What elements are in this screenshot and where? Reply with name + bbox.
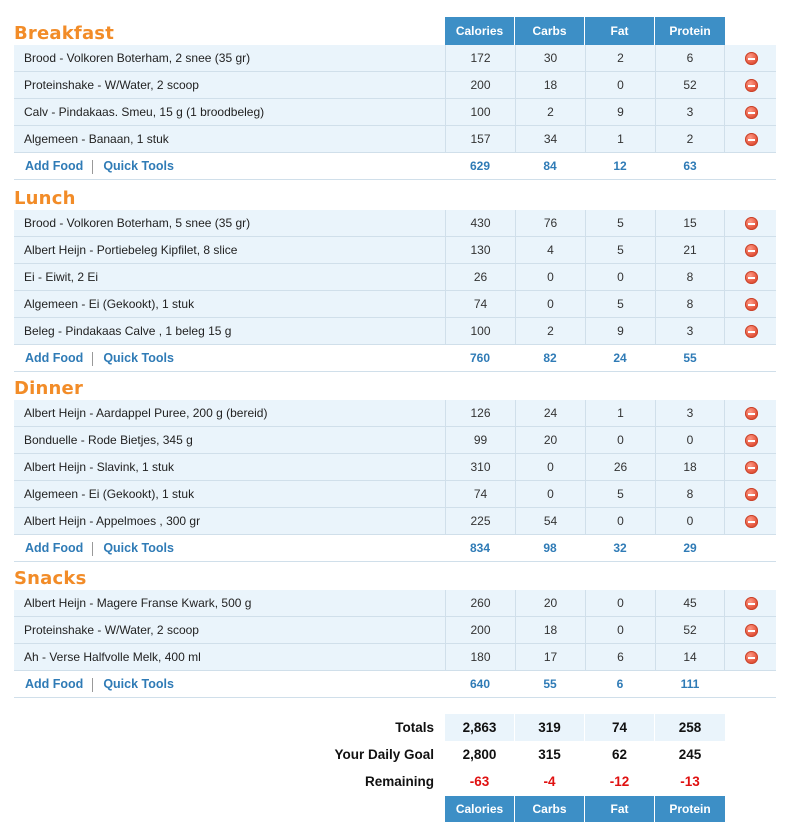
meal-total-fat: 12 (613, 159, 627, 173)
food-carbs-value: 0 (515, 291, 585, 317)
food-carbs-value: 54 (515, 508, 585, 534)
food-name[interactable]: Ei - Eiwit, 2 Ei (24, 270, 99, 284)
meal-totals-row (14, 345, 776, 372)
food-calories-value: 200 (445, 72, 515, 98)
remove-circle-icon[interactable] (745, 217, 758, 230)
food-entry-row[interactable] (14, 99, 776, 126)
summary-totals-fat: 74 (585, 714, 654, 741)
food-protein-value: 2 (655, 126, 725, 152)
food-name[interactable]: Albert Heijn - Slavink, 1 stuk (24, 460, 175, 474)
column-header-carbs: Carbs (515, 17, 584, 45)
food-fat-value: 0 (585, 427, 655, 453)
food-calories-value: 310 (445, 454, 515, 480)
food-carbs-value: 0 (515, 264, 585, 290)
food-protein-value: 8 (655, 481, 725, 507)
food-name[interactable]: Ah - Verse Halfvolle Melk, 400 ml (24, 650, 201, 664)
add-food-link[interactable]: Add Food (25, 351, 84, 365)
food-fat-value: 5 (585, 210, 655, 236)
food-entry-row[interactable] (14, 427, 776, 454)
food-carbs-value: 20 (515, 590, 585, 616)
add-food-link[interactable]: Add Food (25, 159, 84, 173)
food-fat-value: 26 (585, 454, 655, 480)
meal-actions (25, 671, 174, 698)
food-protein-value: 52 (655, 72, 725, 98)
food-fat-value: 6 (585, 644, 655, 670)
remove-circle-icon[interactable] (745, 133, 758, 146)
food-entry-row[interactable] (14, 237, 776, 264)
column-header-calories: Calories (445, 17, 514, 45)
remove-circle-icon[interactable] (745, 515, 758, 528)
remove-circle-icon[interactable] (745, 244, 758, 257)
food-fat-value: 9 (585, 99, 655, 125)
summary-label-totals: Totals (395, 720, 434, 735)
food-entry-row[interactable] (14, 318, 776, 345)
food-carbs-value: 76 (515, 210, 585, 236)
food-carbs-value: 30 (515, 45, 585, 71)
meal-header (14, 182, 776, 210)
meal-total-protein: 63 (683, 159, 697, 173)
column-header-protein: Protein (655, 17, 725, 45)
summary-remaining-protein: -13 (655, 768, 725, 795)
meal-header (14, 562, 776, 590)
food-protein-value: 3 (655, 318, 725, 344)
food-protein-value: 8 (655, 291, 725, 317)
footer-column-header-fat: Fat (585, 796, 654, 822)
food-protein-value: 0 (655, 427, 725, 453)
meal-total-fat: 6 (616, 677, 624, 691)
meal-title: Dinner (14, 378, 84, 399)
meal-actions (25, 345, 174, 372)
quick-tools-link[interactable]: Quick Tools (103, 351, 174, 365)
food-protein-value: 0 (655, 508, 725, 534)
remove-circle-icon[interactable] (745, 298, 758, 311)
remove-circle-icon[interactable] (745, 461, 758, 474)
meal-total-carbs: 84 (543, 159, 557, 173)
food-entry-row[interactable] (14, 210, 776, 237)
food-calories-value: 26 (445, 264, 515, 290)
food-name[interactable]: Albert Heijn - Magere Franse Kwark, 500 g (24, 596, 252, 610)
remove-circle-icon[interactable] (745, 407, 758, 420)
link-divider (92, 352, 93, 366)
summary-goal-carbs: 315 (515, 741, 584, 768)
food-entry-row[interactable] (14, 617, 776, 644)
summary-row-goal (14, 741, 776, 768)
food-protein-value: 45 (655, 590, 725, 616)
quick-tools-link[interactable]: Quick Tools (103, 677, 174, 691)
summary-totals-protein: 258 (655, 714, 725, 741)
meal-totals-row (14, 671, 776, 698)
food-calories-value: 172 (445, 45, 515, 71)
meal-total-protein: 55 (683, 351, 697, 365)
meal-total-fat: 24 (613, 351, 627, 365)
food-protein-value: 3 (655, 99, 725, 125)
remove-circle-icon[interactable] (745, 52, 758, 65)
food-entry-row[interactable] (14, 508, 776, 535)
food-name[interactable]: Albert Heijn - Aardappel Puree, 200 g (bereid) (24, 406, 268, 420)
food-name[interactable]: Proteinshake - W/Water, 2 scoop (24, 78, 199, 92)
footer-column-header-protein: Protein (655, 796, 725, 822)
remove-circle-icon[interactable] (745, 597, 758, 610)
food-carbs-value: 2 (515, 318, 585, 344)
food-carbs-value: 20 (515, 427, 585, 453)
summary-remaining-fat: -12 (585, 768, 654, 795)
meal-total-protein: 29 (683, 541, 697, 555)
food-calories-value: 74 (445, 291, 515, 317)
food-fat-value: 1 (585, 400, 655, 426)
food-name[interactable]: Bonduelle - Rode Bietjes, 345 g (24, 433, 193, 447)
meal-title: Snacks (14, 568, 87, 589)
meal-total-protein: 111 (680, 677, 700, 691)
meal-total-carbs: 82 (543, 351, 557, 365)
footer-column-header-carbs: Carbs (515, 796, 584, 822)
food-carbs-value: 18 (515, 617, 585, 643)
footer-column-headers (14, 796, 776, 822)
link-divider (92, 678, 93, 692)
food-carbs-value: 0 (515, 481, 585, 507)
food-calories-value: 100 (445, 318, 515, 344)
food-entry-row[interactable] (14, 590, 776, 617)
summary-remaining-calories: -63 (445, 768, 514, 795)
meal-total-calories: 629 (469, 159, 491, 173)
food-name[interactable]: Proteinshake - W/Water, 2 scoop (24, 623, 199, 637)
food-calories-value: 99 (445, 427, 515, 453)
food-name[interactable]: Brood - Volkoren Boterham, 2 snee (35 gr) (24, 51, 251, 65)
food-name[interactable]: Algemeen - Ei (Gekookt), 1 stuk (24, 297, 195, 311)
food-calories-value: 157 (445, 126, 515, 152)
meal-total-calories: 834 (469, 541, 491, 555)
meal-header (14, 372, 776, 400)
food-fat-value: 9 (585, 318, 655, 344)
food-name[interactable]: Albert Heijn - Portiebeleg Kipfilet, 8 slice (24, 243, 238, 257)
remove-circle-icon[interactable] (745, 434, 758, 447)
food-carbs-value: 18 (515, 72, 585, 98)
quick-tools-link[interactable]: Quick Tools (103, 541, 174, 555)
food-name[interactable]: Beleg - Pindakaas Calve , 1 beleg 15 g (24, 324, 232, 338)
food-calories-value: 126 (445, 400, 515, 426)
food-calories-value: 200 (445, 617, 515, 643)
remove-circle-icon[interactable] (745, 325, 758, 338)
link-divider (92, 160, 93, 174)
summary-label-remaining: Remaining (364, 774, 434, 789)
meal-actions (25, 535, 174, 562)
summary-row-totals (14, 714, 776, 741)
food-entry-row[interactable] (14, 454, 776, 481)
food-protein-value: 18 (655, 454, 725, 480)
food-fat-value: 0 (585, 617, 655, 643)
food-protein-value: 3 (655, 400, 725, 426)
food-name[interactable]: Brood - Volkoren Boterham, 5 snee (35 gr) (24, 216, 251, 230)
food-protein-value: 21 (655, 237, 725, 263)
food-carbs-value: 17 (515, 644, 585, 670)
food-fat-value: 5 (585, 481, 655, 507)
food-calories-value: 180 (445, 644, 515, 670)
food-calories-value: 130 (445, 237, 515, 263)
meal-totals-row (14, 535, 776, 562)
food-entry-row[interactable] (14, 45, 776, 72)
food-entry-row[interactable] (14, 264, 776, 291)
summary-row-remaining (14, 768, 776, 795)
food-fat-value: 0 (585, 264, 655, 290)
column-header-fat: Fat (585, 17, 654, 45)
meal-header (14, 17, 776, 45)
food-entry-row[interactable] (14, 644, 776, 671)
food-entry-row[interactable] (14, 126, 776, 153)
link-divider (92, 542, 93, 556)
summary-goal-fat: 62 (585, 741, 654, 768)
remove-circle-icon[interactable] (745, 106, 758, 119)
food-protein-value: 15 (655, 210, 725, 236)
quick-tools-link[interactable]: Quick Tools (103, 159, 174, 173)
food-name[interactable]: Algemeen - Ei (Gekookt), 1 stuk (24, 487, 195, 501)
remove-circle-icon[interactable] (745, 271, 758, 284)
add-food-link[interactable]: Add Food (25, 541, 84, 555)
food-fat-value: 0 (585, 590, 655, 616)
meal-title: Breakfast (14, 23, 115, 44)
food-calories-value: 225 (445, 508, 515, 534)
food-entry-row[interactable] (14, 291, 776, 318)
meal-total-calories: 640 (469, 677, 491, 691)
food-carbs-value: 24 (515, 400, 585, 426)
food-name[interactable]: Calv - Pindakaas. Smeu, 15 g (1 broodbeleg) (24, 105, 265, 119)
food-fat-value: 0 (585, 72, 655, 98)
footer-column-header-calories: Calories (445, 796, 514, 822)
meal-total-carbs: 55 (543, 677, 557, 691)
food-entry-row[interactable] (14, 72, 776, 99)
meal-totals-row (14, 153, 776, 180)
remove-circle-icon[interactable] (745, 651, 758, 664)
food-carbs-value: 2 (515, 99, 585, 125)
food-fat-value: 5 (585, 291, 655, 317)
summary-totals-calories: 2,863 (445, 714, 514, 741)
food-carbs-value: 34 (515, 126, 585, 152)
meal-title: Lunch (14, 188, 76, 209)
summary-label-goal: Your Daily Goal (334, 747, 434, 762)
food-calories-value: 74 (445, 481, 515, 507)
food-protein-value: 8 (655, 264, 725, 290)
remove-circle-icon[interactable] (745, 488, 758, 501)
summary-goal-calories: 2,800 (445, 741, 514, 768)
remove-circle-icon[interactable] (745, 79, 758, 92)
food-entry-row[interactable] (14, 481, 776, 508)
meal-total-carbs: 98 (543, 541, 557, 555)
food-entry-row[interactable] (14, 400, 776, 427)
food-protein-value: 14 (655, 644, 725, 670)
food-calories-value: 260 (445, 590, 515, 616)
meal-actions (25, 153, 174, 180)
food-fat-value: 5 (585, 237, 655, 263)
food-name[interactable]: Algemeen - Banaan, 1 stuk (24, 132, 169, 146)
remove-circle-icon[interactable] (745, 624, 758, 637)
food-fat-value: 2 (585, 45, 655, 71)
meal-total-calories: 760 (469, 351, 491, 365)
food-fat-value: 0 (585, 508, 655, 534)
food-protein-value: 6 (655, 45, 725, 71)
food-protein-value: 52 (655, 617, 725, 643)
food-calories-value: 430 (445, 210, 515, 236)
food-fat-value: 1 (585, 126, 655, 152)
food-calories-value: 100 (445, 99, 515, 125)
add-food-link[interactable]: Add Food (25, 677, 84, 691)
summary-totals-carbs: 319 (515, 714, 584, 741)
food-name[interactable]: Albert Heijn - Appelmoes , 300 gr (24, 514, 201, 528)
food-carbs-value: 0 (515, 454, 585, 480)
meal-total-fat: 32 (613, 541, 627, 555)
summary-remaining-carbs: -4 (515, 768, 584, 795)
summary-goal-protein: 245 (655, 741, 725, 768)
food-carbs-value: 4 (515, 237, 585, 263)
